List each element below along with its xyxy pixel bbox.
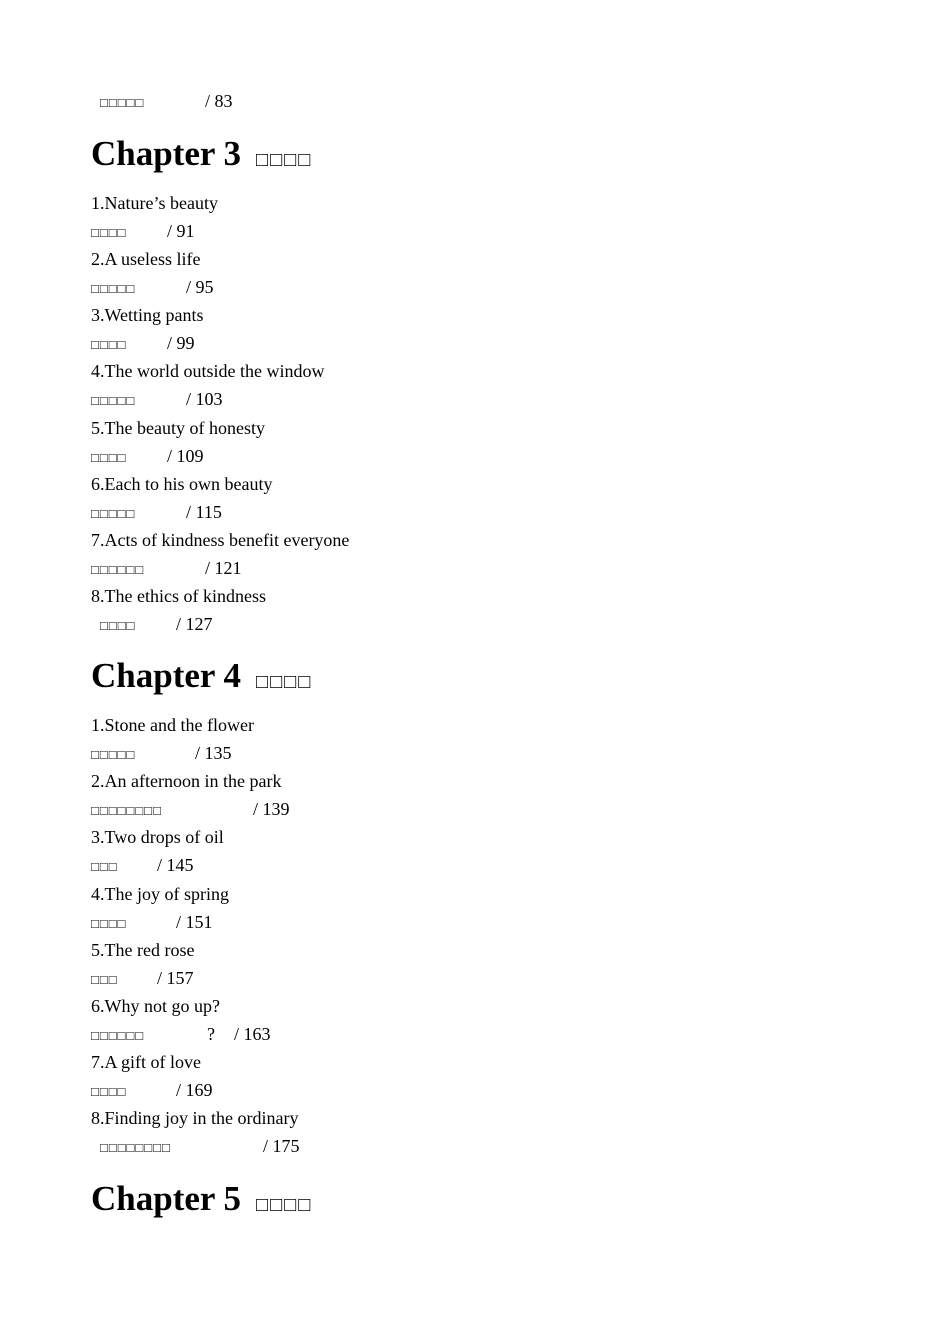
- toc-entry-page: / 115: [186, 502, 222, 522]
- toc-entry-subtitle: □□□□□□□□: [100, 1140, 171, 1155]
- toc-entry-title[interactable]: 7.Acts of kindness benefit everyone: [91, 530, 350, 550]
- toc-entry-page: / 91: [167, 221, 195, 241]
- toc-entry-subtitle: □□□□□□□□: [91, 803, 162, 818]
- chapter-subtitle: □□□□: [256, 1194, 313, 1216]
- toc-entry-title[interactable]: 4.The world outside the window: [91, 361, 325, 381]
- toc-entry-title[interactable]: 5.The beauty of honesty: [91, 418, 265, 438]
- toc-entry-subtitle: □□□□: [91, 337, 127, 352]
- toc-entry-page: / 145: [157, 855, 194, 875]
- toc-entry-title[interactable]: 3.Wetting pants: [91, 305, 204, 325]
- chapter-subtitle: □□□□: [256, 671, 313, 693]
- toc-entry-page: / 163: [234, 1024, 271, 1044]
- toc-entry-page: / 95: [186, 277, 214, 297]
- toc-entry-title[interactable]: 6.Each to his own beauty: [91, 474, 273, 494]
- toc-entry-subtitle: □□□: [91, 972, 118, 987]
- toc-entry-page: / 139: [253, 799, 290, 819]
- toc-entry-page: / 157: [157, 968, 194, 988]
- toc-entry-title[interactable]: 1.Nature’s beauty: [91, 193, 218, 213]
- toc-entry-subtitle: □□□: [91, 859, 118, 874]
- toc-entry-subtitle: □□□□□: [100, 95, 145, 110]
- toc-entry-title[interactable]: 8.The ethics of kindness: [91, 586, 266, 606]
- toc-entry-subtitle: □□□□□: [91, 747, 136, 762]
- toc-entry-page: / 83: [205, 91, 233, 111]
- toc-entry-title[interactable]: 3.Two drops of oil: [91, 827, 224, 847]
- toc-entry-question-mark: ?: [207, 1024, 215, 1044]
- toc-entry-subtitle: □□□□: [91, 1084, 127, 1099]
- toc-entry-page: / 109: [167, 446, 204, 466]
- toc-entry-subtitle: □□□□□□: [91, 562, 145, 577]
- toc-entry-page: / 151: [176, 912, 213, 932]
- chapter-heading: Chapter 3: [91, 134, 242, 173]
- chapter-subtitle: □□□□: [256, 149, 313, 171]
- toc-entry-subtitle: □□□□: [91, 450, 127, 465]
- toc-entry-title[interactable]: 8.Finding joy in the ordinary: [91, 1108, 299, 1128]
- toc-entry-title[interactable]: 6.Why not go up?: [91, 996, 220, 1016]
- toc-entry-title[interactable]: 5.The red rose: [91, 940, 195, 960]
- toc-entry-title[interactable]: 2.A useless life: [91, 249, 201, 269]
- chapter-heading: Chapter 5: [91, 1179, 242, 1218]
- toc-entry-subtitle: □□□□: [91, 225, 127, 240]
- toc-entry-title[interactable]: 1.Stone and the flower: [91, 715, 254, 735]
- toc-entry-title[interactable]: 7.A gift of love: [91, 1052, 201, 1072]
- toc-entry-page: / 127: [176, 614, 213, 634]
- toc-entry-page: / 103: [186, 389, 223, 409]
- toc-entry-title[interactable]: 4.The joy of spring: [91, 884, 229, 904]
- chapter-heading: Chapter 4: [91, 656, 242, 695]
- toc-entry-page: / 169: [176, 1080, 213, 1100]
- toc-entry-subtitle: □□□□: [91, 916, 127, 931]
- toc-entry-subtitle: □□□□□: [91, 393, 136, 408]
- toc-entry-subtitle: □□□□□: [91, 281, 136, 296]
- toc-entry-page: / 135: [195, 743, 232, 763]
- toc-entry-page: / 99: [167, 333, 195, 353]
- toc-entry-page: / 175: [263, 1136, 300, 1156]
- toc-entry-subtitle: □□□□□: [91, 506, 136, 521]
- toc-entry-subtitle: □□□□□□: [91, 1028, 145, 1043]
- toc-entry-subtitle: □□□□: [100, 618, 136, 633]
- toc-entry-page: / 121: [205, 558, 242, 578]
- toc-entry-title[interactable]: 2.An afternoon in the park: [91, 771, 282, 791]
